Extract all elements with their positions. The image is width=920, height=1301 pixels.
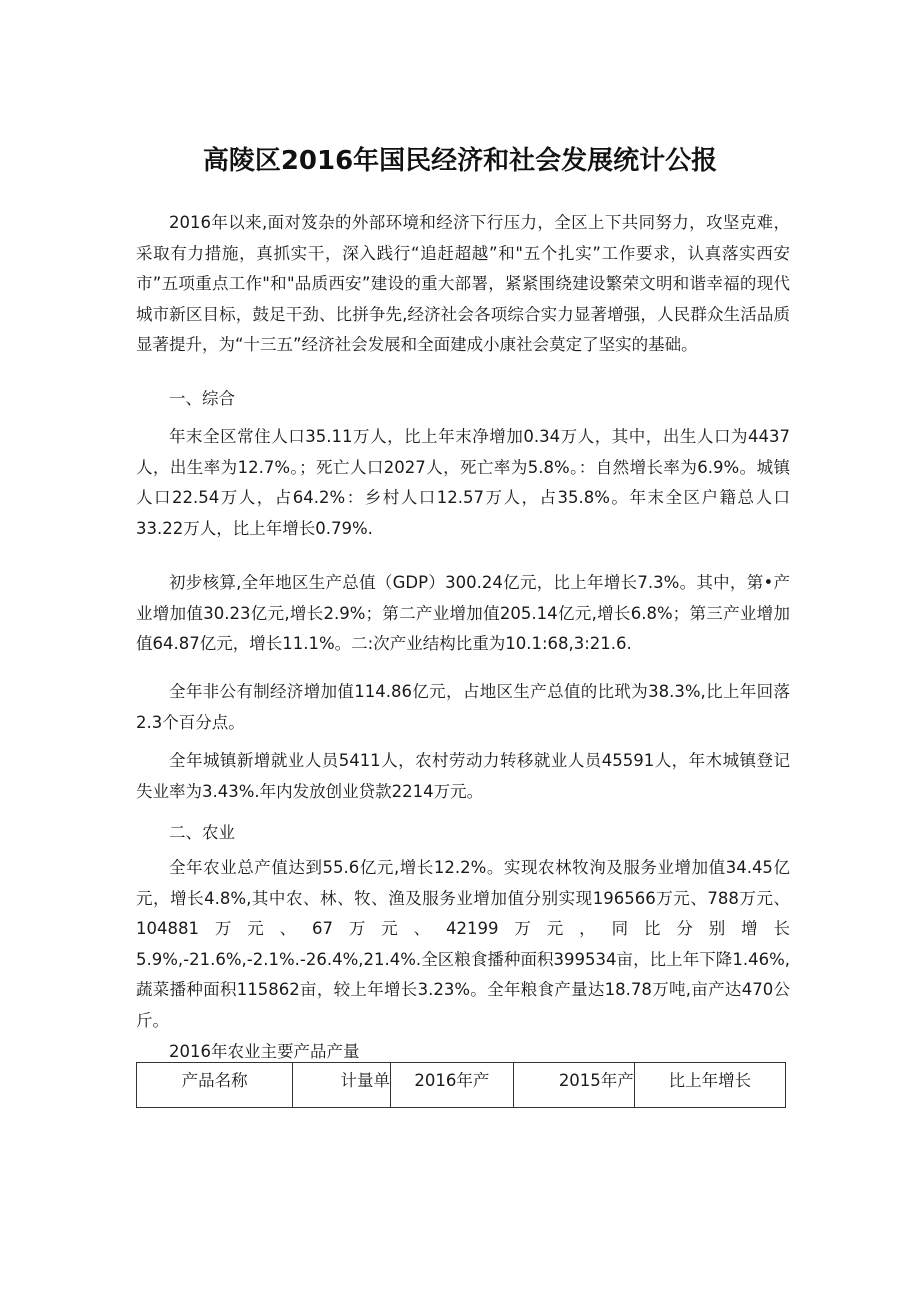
table-header-row xyxy=(137,1063,786,1108)
paragraph-non-public-economy: 全年非公有制经济增加值114.86亿元，占地区生产总值的比玳为38.3%,比上年回落2.3个百分点。 xyxy=(136,682,790,732)
paragraph-gdp: 初步核算,全年地区生产总值（GDP）300.24亿元，比上年增长7.3%。其中，第•产业增加值30.23亿元,增长2.9%；第二产业增加值205.14亿元,增长6.8%；第三产业增加值64.87亿元，增长11.1%。二:次产业结构比重为10.1:68,3:21.6. xyxy=(136,573,790,653)
paragraph-population: 年末全区常住人口35.11万人，比上年末净增加0.34万人，其中，出生人口为4437人，出生率为12.7%。；死亡人口2027人，死亡率为5.8%。：自然增长率为6.9%。城镇人口22.54万人，占64.2%：乡村人口12.57万人，占35.8%。年末全区户籍总人口33.22万人，比上年增长0.79%. xyxy=(136,427,790,538)
table-caption: 2016年农业主要产品产量 xyxy=(169,1042,360,1061)
header-2015-output: 2015年产 xyxy=(513,1063,634,1108)
section-heading-general: 一、综合 xyxy=(169,389,235,408)
paragraph-employment: 全年城镇新增就业人员5411人，农村劳动力转移就业人员45591人，年木城镇登记失业率为3.43%.年内发放创业贷款2214万元。 xyxy=(136,751,790,801)
header-unit: 计量单 xyxy=(293,1063,391,1108)
paragraph-agriculture: 全年农业总产值达到55.6亿元,增长12.2%。实现农林牧洵及服务业增加值34.45亿元，增长4.8%,其中农、林、牧、渔及服务业增加值分别实现196566万元、788万元、104881万元、67万元、42199万元，同比分别增长5.9%,-21.6%,-2.1%.-26.4%,21.4%.全区粮食播种面积399534亩，比上年下降1.46%,蔬菜播种面积115862亩，较上年增长3.23%。全年粮食产量达18.78万吨,亩产达470公斤。 xyxy=(136,858,790,1030)
header-product-name: 产品名称 xyxy=(137,1063,293,1108)
section-heading-agriculture: 二、农业 xyxy=(169,823,235,842)
header-growth: 比上年增长 xyxy=(634,1063,785,1108)
intro-paragraph: 2016年以来,面对笈杂的外部环境和经济下行压力，全区上下共同努力，攻坚克难，采取有力措施，真抓实干，深入践行“追赶超越”和"五个扎实”工作要求，认真落实西安市”五项重点工作"和"品质西安”建设的重大部署，紧紧围绕建设繁荣文明和谐幸福的现代城市新区目标，鼓足干劲、比拼争先,经济社会各项综合实力显著增强，人民群众生活品质显著提升，为“十三五”经济社会发展和全面建成小康社会莫定了坚实的基础。 xyxy=(136,213,790,354)
agriculture-products-table xyxy=(136,1062,786,1108)
document-title: 高陵区2016年国民经济和社会发展统计公报 xyxy=(202,146,718,176)
header-2016-output: 2016年产 xyxy=(390,1063,513,1108)
